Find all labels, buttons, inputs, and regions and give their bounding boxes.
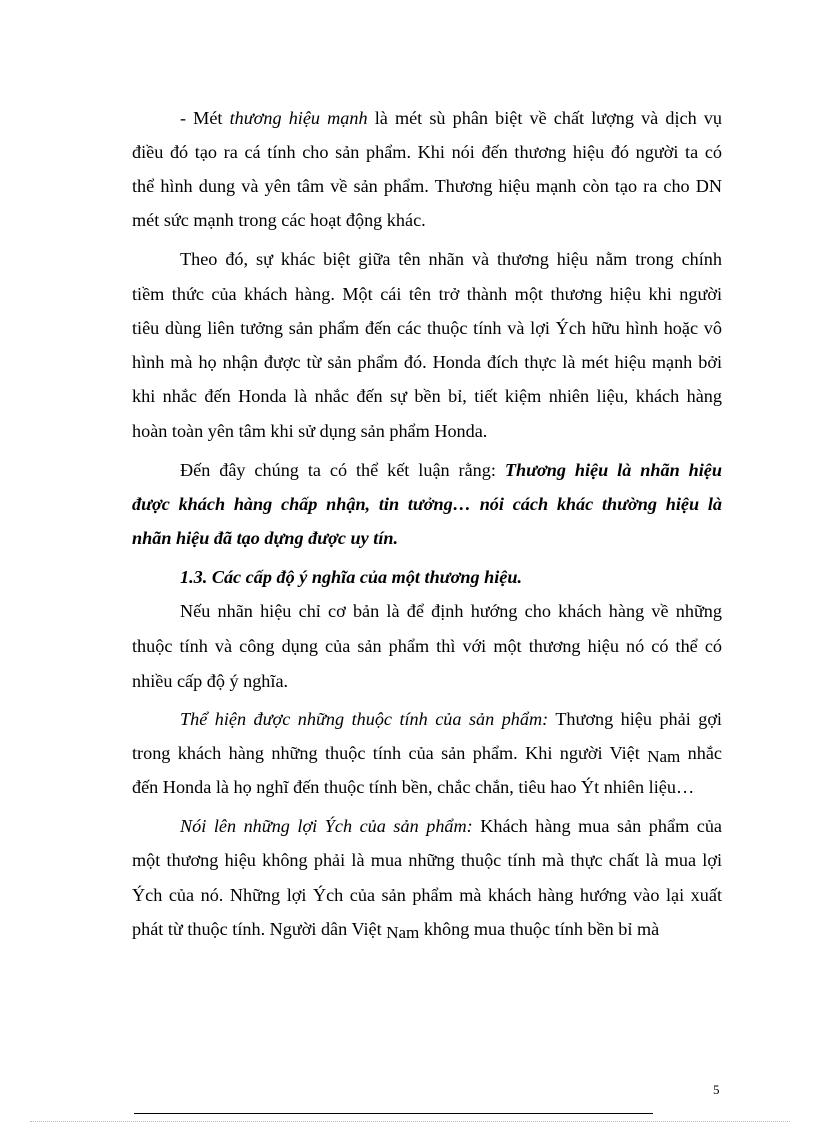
paragraph-2-line-1: Theo đó, sự khác biệt giữa tên nhãn và thương hiệu nằm trong chính xyxy=(180,249,722,269)
footer-rule xyxy=(134,1113,653,1114)
paragraph-2-line-2: tiềm thức của khách hàng. Một cái tên trở thành một thương hiệu khi người xyxy=(132,284,722,304)
paragraph-2-line-4: hình mà họ nhận được từ sản phẩm đó. Honda đích thực là mét hiệu mạnh bởi xyxy=(132,352,722,372)
paragraph-2-line-5: khi nhắc đến Honda là nhắc đến sự bền bỉ, tiết kiệm nhiên liệu, khách hàng xyxy=(132,386,722,406)
paragraph-4-line-1: Nếu nhãn hiệu chỉ cơ bản là để định hướng cho khách hàng về những xyxy=(180,601,722,621)
paragraph-6-line-1 xyxy=(180,815,722,837)
text-run: - Mét xyxy=(180,108,230,128)
italic-lead: Nói lên những lợi Ých của sản phẩm: xyxy=(180,816,473,836)
page-boundary-divider xyxy=(30,1121,790,1122)
paragraph-3-line-2: được khách hàng chấp nhận, tin tưởng… nói cách khác thường hiệu là xyxy=(132,494,722,514)
paragraph-5-line-2 xyxy=(132,742,722,765)
paragraph-1-line-4: mét sức mạnh trong các hoạt động khác. xyxy=(132,210,426,230)
paragraph-4-line-2: thuộc tính và công dụng của sản phẩm thì với một thương hiệu nó có thể có xyxy=(132,636,722,656)
text-run: phát từ thuộc tính. Người dân Việt xyxy=(132,919,387,939)
text-run: Thương hiệu phải gợi xyxy=(548,709,722,729)
place-name: Nam xyxy=(647,747,681,766)
paragraph-6-line-4 xyxy=(132,918,722,941)
paragraph-1-line-2: điều đó tạo ra cá tính cho sản phẩm. Khi nói đến thương hiệu đó người ta có xyxy=(132,142,722,162)
italic-lead: Thể hiện được những thuộc tính của sản phẩm: xyxy=(180,709,549,729)
paragraph-6-line-3: Ých của nó. Những lợi Ých của sản phẩm mà khách hàng hướng vào lại xuất xyxy=(132,885,722,905)
italic-term: thương hiệu mạnh xyxy=(229,108,368,128)
paragraph-2-line-3: tiêu dùng liên tưởng sản phẩm đến các thuộc tính và lợi Ých hữu hình hoặc vô xyxy=(132,318,722,338)
paragraph-6-line-2: một thương hiệu không phải là mua những thuộc tính mà thực chất là mua lợi xyxy=(132,850,722,870)
text-run: trong khách hàng những thuộc tính của sản phẩm. Khi người Việt xyxy=(132,743,648,763)
paragraph-2-line-6: hoàn toàn yên tâm khi sử dụng sản phẩm Honda. xyxy=(132,421,488,441)
paragraph-3-line-3: nhãn hiệu đã tạo dựng được uy tín. xyxy=(132,528,399,548)
text-run: nhắc xyxy=(680,743,722,763)
text-run: Đến đây chúng ta có thể kết luận rằng: xyxy=(180,460,505,480)
page-number: 5 xyxy=(713,1082,720,1097)
text-run: Khách hàng mua sản phẩm của xyxy=(472,816,722,836)
text-run: là mét sù phân biệt về chất lượng và dịch vụ xyxy=(367,108,722,128)
bold-italic-run: Thương hiệu là nhãn hiệu xyxy=(504,460,722,480)
paragraph-5-line-3: đến Honda là họ nghĩ đến thuộc tính bền, chắc chắn, tiêu hao Ýt nhiên liệu… xyxy=(132,777,695,797)
paragraph-3-line-1 xyxy=(180,459,722,481)
place-name: Nam xyxy=(386,923,420,942)
text-run: không mua thuộc tính bền bỉ mà xyxy=(419,919,660,939)
paragraph-5-line-1 xyxy=(180,708,722,730)
section-heading: 1.3. Các cấp độ ý nghĩa của một thương hiệu. xyxy=(180,567,523,587)
paragraph-4-line-3: nhiều cấp độ ý nghĩa. xyxy=(132,671,289,691)
paragraph-1-line-1 xyxy=(180,107,722,129)
paragraph-1-line-3: thể hình dung và yên tâm về sản phẩm. Thương hiệu mạnh còn tạo ra cho DN xyxy=(132,176,722,196)
